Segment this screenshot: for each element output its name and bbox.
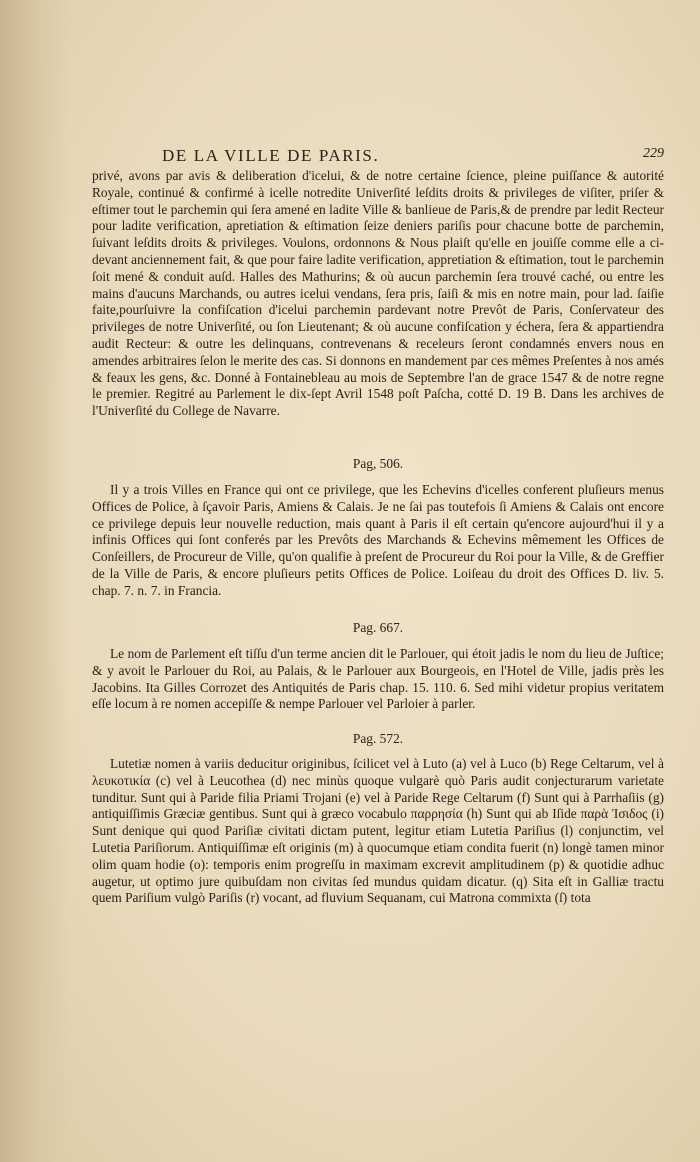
running-title: DE LA VILLE DE PARIS. (162, 146, 380, 165)
running-head (92, 146, 664, 168)
paragraph-offices-police (92, 482, 664, 600)
page-reference: Pag. 572. (352, 731, 404, 746)
paragraph-lutetia (92, 756, 664, 907)
paragraph-text: Le nom de Parlement eſt tiſſu d'un terme ancien dit le Parlouer, qui étoit jadis le nom du lieu de Juſtice; & y avoit le Parlouer du Roi, au Palais, & le Parlouer aux Bourgeois, en l'Hotel de Ville, jadis près les Jacobins. Ita Gilles Corrozet des Antiquités de Paris chap. 15. 110. 6. Sed mihi videtur propius veritatem eſſe locum à re nomen accepiſſe & nempe Parlouer vel Parloier à parler. (92, 646, 664, 712)
paragraph-parlement (92, 646, 664, 713)
paragraph-royal-letters (92, 168, 664, 420)
page-reference: Pag. 667. (352, 620, 404, 635)
paragraph-text: privé, avons par avis & deliberation d'icelui, & de notre certaine ſcience, pleine puiſſance & autorité Royale, continué & confirmé à icelle notredite Univerſité leſdits droits & privileges de viſiter, priſer & eſtimer tout le parchemin qui ſera amené en ladite Ville & banlieue de Paris,& de prendre par ledit Recteur pour ladite verification, apretiation & eſtimation ſeize deniers pariſis pour chacune botte de parchemin, ſuivant leſdits droits & privileges. Voulons, ordonnons & Nous plaiſt qu'elle en jouiſſe comme elle a ci-devant anciennement fait, & que pour faire ladite verification, appretiation & eſtimation, tout le parchemin ſoit mené & conduit auſd. Halles des Mathurins; & où aucun parchemin ſera trouvé caché, ou entre les mains d'aucuns Marchands, ou autres icelui vendans, ſera pris, ſaiſi & mis en notre main, pour lad. ſaiſie faite,pourſuivre la confiſcation d'icelui parchemin pardevant notre Prevôt de Paris, Conſervateur des privileges de notre Univerſité, ou ſon Lieutenant; & où aucune confiſcation y échera, ſera & appartiendra audit Recteur: & outre les delinquans, contrevenans & receleurs ſeront condamnés envers nous en amendes arbitraires ſelon le merite des cas. Si donnons en mandement par ces mêmes Preſentes à nos amés & feaux les gens, &c. Donné à Fontainebleau au mois de Septembre l'an de grace 1547 & de notre regne le premier. Regitré au Parlement le dix-ſept Avril 1548 poſt Paſcha, cotté D. 19 B. Dans les archives de l'Univerſité du College de Navarre. (92, 168, 664, 419)
paragraph-text: Lutetiæ nomen à variis deducitur originibus, ſcilicet vel à Luto (a) vel à Luco (b) Rege Celtarum, vel à λευκοτικία (c) vel à Leucothea (d) nec minùs quoque vulgarè quò Paris audit conjecturarum varietate tunditur. Sunt qui à Paride filia Priami Trojani (e) vel à Paride Rege Celtarum (f) Sunt qui à Parrhaſiis (g) antiquiſſimis Græciæ gentibus. Sunt qui à græco vocabulo παρρησία (h) Sunt qui ab Iſide παρὰ Ἰσιδος (i) Sunt denique qui quod Pariſiæ civitati dictam putent, legitur etiam Lutetia Pariſius (l) conjunctim, vel Lutetia Pariſiorum. Antiquiſſimæ eſt originis (m) à quocumque etiam condita fuerit (n) longè tamen minor olim quam hodie (o): temporis enim progreſſu in maximam excrevit amplitudinem (p) & quotidie adhuc augetur, ut optimo jure quibuſdam non civitas ſed mundus quidam dicatur. (q) Sita eſt in Galliæ tractu quem Pariſium vulgò Pariſis (r) vocant, ad fluvium Sequanam, cui Matrona commixta (ſ) tota (92, 756, 664, 906)
paragraph-text: Il y a trois Villes en France qui ont ce privilege, que les Echevins d'icelles conferent pluſieurs menus Offices de Police, à ſçavoir Paris, Amiens & Calais. Je ne ſai pas toutefois ſi Amiens & Calais ont encore ce privilege depuis leur nouvelle reduction, mais quant à Paris il eſt certain qu'encore aujourd'hui il y a infinis Offices qui ſont conferés par les Prevôts des Marchands & Echevins mêmement les Offices de Conſeillers, de Procureur de Ville, qu'on qualifie à preſent de Procureur du Roi pour la Ville, & de Greffier de la Ville de Paris, & encore pluſieurs petits Offices de Police. Loiſeau du droit des Offices D. liv. 5. chap. 7. n. 7. in Francia. (92, 482, 664, 598)
page-gutter-shadow (0, 0, 70, 1162)
page-reference: Pag, 506. (352, 456, 404, 471)
page-number: 229 (643, 146, 664, 161)
